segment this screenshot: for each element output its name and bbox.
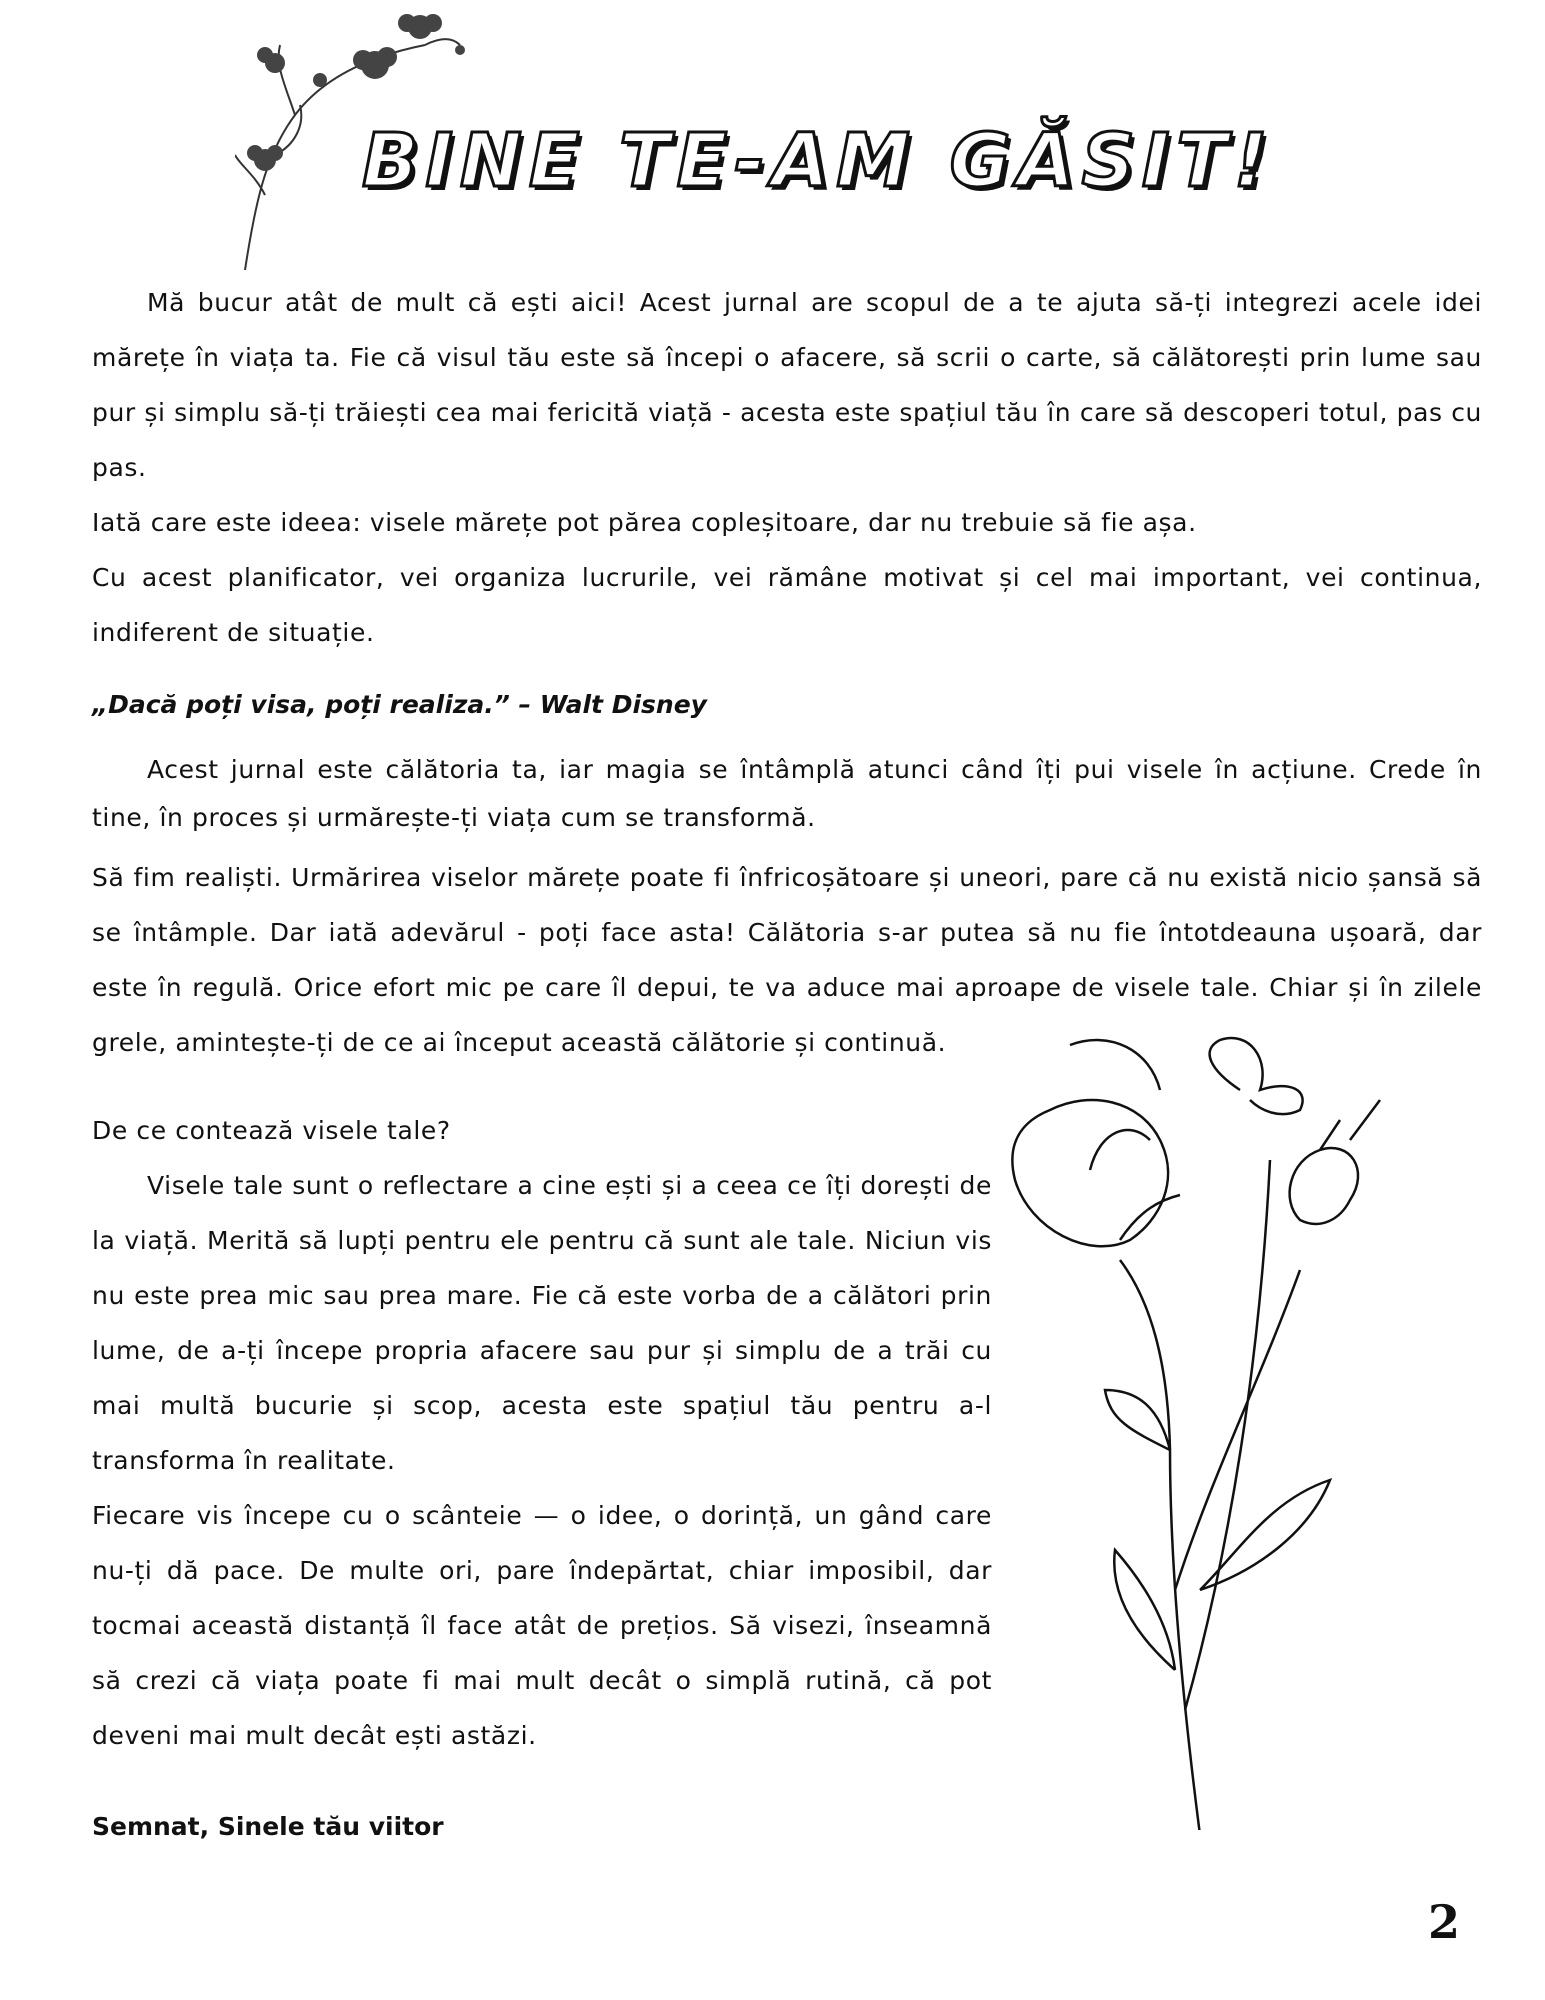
dreams-paragraph: Fiecare vis începe cu o scânteie — o idee, o dorință, un gând care nu-ți dă pace. De multe ori, pare îndepărtat, chiar imposibil, dar tocmai această distanță îl face atât de prețios. Să visezi, înseamnă să crezi că viața poate fi mai mult decât o simplă rutină, că pot deveni mai mult decât ești astăzi. bbox=[92, 1501, 992, 1750]
dreams-heading: De ce contează visele tale? bbox=[92, 1116, 451, 1145]
intro-paragraph: Iată care este ideea: visele mărețe pot părea copleșitoare, dar nu trebuie să fie așa. bbox=[92, 508, 1197, 537]
journey-paragraph: Acest jurnal este călătoria ta, iar magia se întâmplă atunci când îți pui visele în acțiune. Crede în tine, în proces și urmărește-ți viața cum se transformă. bbox=[92, 755, 1482, 832]
dreams-paragraph: Visele tale sunt o reflectare a cine ești și a ceea ce îți dorești de la viață. Merită să lupți pentru ele pentru că sunt ale tale. Niciun vis nu este prea mic sau prea mare. Fie că este vorba de a călători prin lume, de a-ți începe propria afacere sau pur și simplu de a trăi cu mai multă bucurie și scop, acesta este spațiul tău pentru a-l transforma în realitate. bbox=[92, 1171, 992, 1475]
intro-section bbox=[92, 275, 1482, 660]
signature: Semnat, Sinele tău viitor bbox=[92, 1812, 444, 1841]
journey-paragraph: Să fim realiști. Urmărirea viselor mărețe poate fi înfricoșătoare și uneori, pare că nu există nicio șansă să se întâmple. Dar iată adevărul - poți face asta! Călătoria s-ar putea să nu fie întotdeauna ușoară, dar este în regulă. Orice efort mic pe care îl depui, te va aduce mai aproape de visele tale. Chiar și în zilele grele, amintește-ți de ce ai început această călătorie și continuă. bbox=[92, 863, 1482, 1057]
page-number: 2 bbox=[1428, 1895, 1461, 1949]
intro-paragraph: Mă bucur atât de mult că ești aici! Acest jurnal are scopul de a te ajuta să-ți integrezi acele idei mărețe în viața ta. Fie că visul tău este să începi o afacere, să scrii o carte, să călătorești prin lume sau pur și simplu să-ți trăiești cea mai fericită viață - acesta este spațiul tău în care să descoperi totul, pas cu pas. bbox=[92, 288, 1482, 482]
intro-paragraph: Cu acest planificator, vei organiza lucrurile, vei rămâne motivat și cel mai important, vei continua, indiferent de situație. bbox=[92, 563, 1482, 647]
page-title: BINE TE-AM GĂSIT! bbox=[362, 118, 1275, 204]
line-art-flowers-illustration bbox=[1010, 1030, 1430, 1830]
journey-section bbox=[92, 746, 1482, 1070]
walt-disney-quote: „Dacă poți visa, poți realiza.” – Walt Disney bbox=[92, 690, 707, 719]
dreams-section bbox=[92, 1103, 992, 1763]
